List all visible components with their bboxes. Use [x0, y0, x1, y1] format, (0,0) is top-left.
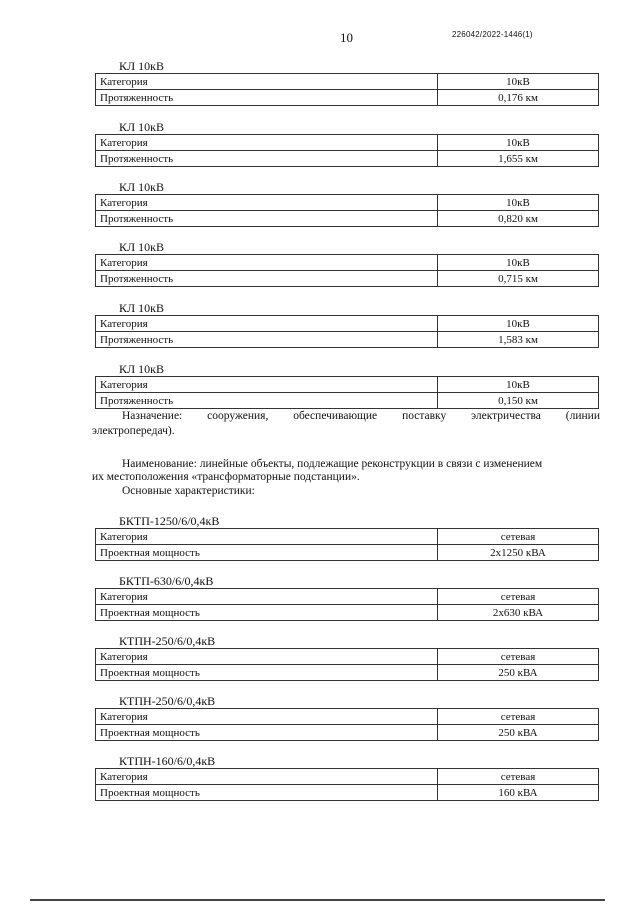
- row-label: Проектная мощность: [96, 605, 438, 621]
- spec-table: [95, 134, 599, 167]
- table-row: [96, 255, 599, 271]
- row-label: Категория: [96, 377, 438, 393]
- row-label: Категория: [96, 135, 438, 151]
- row-value: 0,715 км: [438, 271, 599, 287]
- row-value: сетевая: [438, 649, 599, 665]
- row-label: Протяженность: [96, 211, 438, 227]
- row-label: Категория: [96, 589, 438, 605]
- purpose-word: обеспечивающие: [293, 410, 378, 422]
- table-row: [96, 151, 599, 167]
- purpose-paragraph: [122, 409, 600, 424]
- block-title: КЛ 10кВ: [119, 120, 164, 134]
- table-row: [96, 589, 599, 605]
- row-value: 10кВ: [438, 74, 599, 90]
- spec-table: [95, 648, 599, 681]
- row-value: 0,820 км: [438, 211, 599, 227]
- row-value: 160 кВА: [438, 785, 599, 801]
- row-value: 10кВ: [438, 195, 599, 211]
- spec-table: [95, 254, 599, 287]
- table-row: [96, 605, 599, 621]
- row-label: Категория: [96, 74, 438, 90]
- row-label: Протяженность: [96, 151, 438, 167]
- spec-table: [95, 768, 599, 801]
- row-label: Протяженность: [96, 271, 438, 287]
- row-label: Категория: [96, 709, 438, 725]
- row-label: Проектная мощность: [96, 725, 438, 741]
- purpose-word: Назначение:: [122, 410, 183, 422]
- naming-line-1: Наименование: линейные объекты, подлежащие реконструкции в связи с изменением: [122, 458, 543, 470]
- footer-divider: [30, 899, 605, 901]
- purpose-word: электричества: [471, 410, 541, 422]
- row-value: сетевая: [438, 709, 599, 725]
- row-label: Категория: [96, 529, 438, 545]
- row-value: 0,150 км: [438, 393, 599, 409]
- row-value: 250 кВА: [438, 665, 599, 681]
- spec-table: [95, 194, 599, 227]
- row-value: 2х630 кВА: [438, 605, 599, 621]
- purpose-continuation: электропередач).: [92, 425, 175, 437]
- block-title: КЛ 10кВ: [119, 240, 164, 254]
- purpose-line: [122, 409, 600, 424]
- row-value: 10кВ: [438, 377, 599, 393]
- spec-table: [95, 588, 599, 621]
- row-value: 250 кВА: [438, 725, 599, 741]
- row-label: Категория: [96, 316, 438, 332]
- row-value: 0,176 км: [438, 90, 599, 106]
- row-label: Протяженность: [96, 393, 438, 409]
- table-row: [96, 665, 599, 681]
- block-title: КЛ 10кВ: [119, 180, 164, 194]
- spec-table: [95, 73, 599, 106]
- table-row: [96, 393, 599, 409]
- row-label: Проектная мощность: [96, 785, 438, 801]
- table-row: [96, 545, 599, 561]
- block-title: БКТП-630/6/0,4кВ: [119, 574, 214, 588]
- row-value: 10кВ: [438, 135, 599, 151]
- block-title: БКТП-1250/6/0,4кВ: [119, 514, 220, 528]
- row-value: 10кВ: [438, 255, 599, 271]
- row-value: 10кВ: [438, 316, 599, 332]
- table-row: [96, 211, 599, 227]
- table-row: [96, 271, 599, 287]
- row-label: Категория: [96, 649, 438, 665]
- block-title: КТПН-160/6/0,4кВ: [119, 754, 216, 768]
- spec-table: [95, 708, 599, 741]
- table-row: [96, 332, 599, 348]
- naming-line-2: их местоположения «трансформаторные подстанции».: [92, 471, 360, 483]
- row-value: 2х1250 кВА: [438, 545, 599, 561]
- row-value: 1,655 км: [438, 151, 599, 167]
- document-code: 226042/2022-1446(1): [452, 30, 533, 39]
- row-label: Категория: [96, 255, 438, 271]
- page-number: 10: [340, 30, 353, 45]
- table-row: [96, 74, 599, 90]
- table-row: [96, 195, 599, 211]
- block-title: КТПН-250/6/0,4кВ: [119, 634, 216, 648]
- table-row: [96, 377, 599, 393]
- table-row: [96, 90, 599, 106]
- table-row: [96, 135, 599, 151]
- row-value: сетевая: [438, 529, 599, 545]
- table-row: [96, 316, 599, 332]
- table-row: [96, 649, 599, 665]
- row-label: Проектная мощность: [96, 545, 438, 561]
- purpose-word: поставку: [402, 410, 447, 422]
- row-label: Проектная мощность: [96, 665, 438, 681]
- spec-table: [95, 315, 599, 348]
- purpose-word: (линии: [565, 410, 600, 422]
- spec-table: [95, 376, 599, 409]
- block-title: КЛ 10кВ: [119, 301, 164, 315]
- table-row: [96, 529, 599, 545]
- row-value: сетевая: [438, 769, 599, 785]
- block-title: КЛ 10кВ: [119, 59, 164, 73]
- row-label: Категория: [96, 195, 438, 211]
- row-value: сетевая: [438, 589, 599, 605]
- row-value: 1,583 км: [438, 332, 599, 348]
- block-title: КТПН-250/6/0,4кВ: [119, 694, 216, 708]
- table-row: [96, 725, 599, 741]
- block-title: КЛ 10кВ: [119, 362, 164, 376]
- characteristics-label: Основные характеристики:: [122, 485, 255, 497]
- table-row: [96, 769, 599, 785]
- table-row: [96, 709, 599, 725]
- purpose-word: сооружения,: [207, 410, 269, 422]
- spec-table: [95, 528, 599, 561]
- row-label: Протяженность: [96, 90, 438, 106]
- table-row: [96, 785, 599, 801]
- row-label: Протяженность: [96, 332, 438, 348]
- row-label: Категория: [96, 769, 438, 785]
